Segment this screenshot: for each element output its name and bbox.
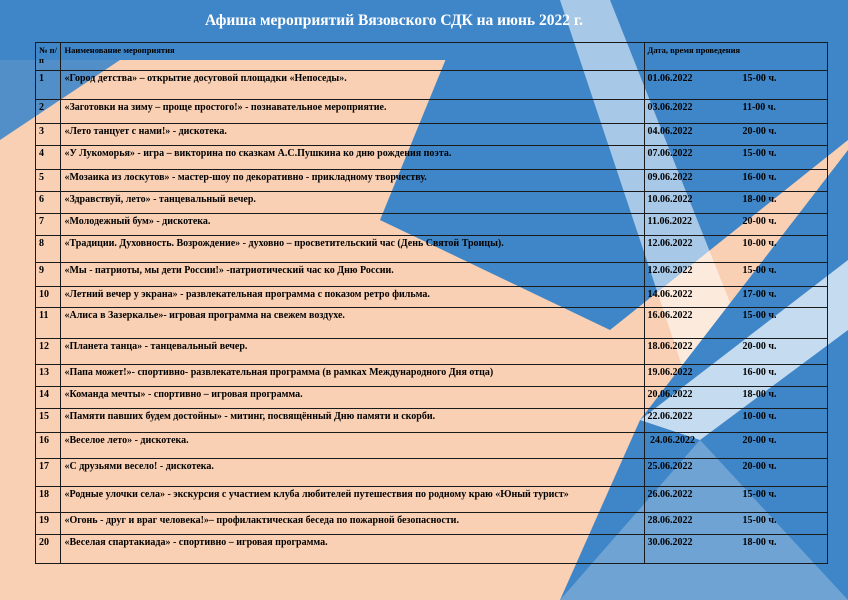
event-name: «Команда мечты» - спортивно – игровая программа. <box>61 387 644 409</box>
event-datetime <box>644 409 828 433</box>
event-name: «У Лукоморья» - игра – викторина по сказкам А.С.Пушкина ко дню рождения поэта. <box>61 146 644 170</box>
header-name: Наименование мероприятия <box>61 43 644 71</box>
event-name: «Традиции. Духовность. Возрождение» - духовно – просветительский час (День Святой Троицы). <box>61 236 644 263</box>
event-time: 18-00 ч. <box>742 389 777 400</box>
event-time: 20-00 ч. <box>742 126 777 137</box>
event-date: 25.06.2022 <box>647 461 693 472</box>
row-number: 8 <box>36 236 61 263</box>
row-number: 1 <box>36 71 61 100</box>
event-datetime <box>644 487 828 513</box>
event-date: 28.06.2022 <box>647 515 693 526</box>
event-name: «Город детства» – открытие досуговой площадки «Непоседы». <box>61 71 644 100</box>
schedule-table <box>35 42 828 564</box>
event-date: 12.06.2022 <box>647 238 693 249</box>
event-date: 09.06.2022 <box>647 172 693 183</box>
event-datetime <box>644 459 828 487</box>
event-time: 15-00 ч. <box>742 310 777 321</box>
table-row <box>36 263 828 287</box>
event-datetime <box>644 71 828 100</box>
table-row <box>36 214 828 236</box>
event-datetime <box>644 287 828 308</box>
table-row <box>36 459 828 487</box>
row-number: 7 <box>36 214 61 236</box>
event-name: «Папа может!»- спортивно- развлекательная программа (в рамках Международного Дня отца) <box>61 365 644 387</box>
row-number: 3 <box>36 124 61 146</box>
event-time: 15-00 ч. <box>742 265 777 276</box>
row-number: 2 <box>36 100 61 124</box>
table-row <box>36 487 828 513</box>
event-name: «Алиса в Зазеркалье»- игровая программа на свежем воздухе. <box>61 308 644 339</box>
event-date: 26.06.2022 <box>647 489 693 500</box>
event-time: 11-00 ч. <box>742 102 776 113</box>
table-row <box>36 535 828 564</box>
event-date: 04.06.2022 <box>647 126 693 137</box>
row-number: 18 <box>36 487 61 513</box>
event-datetime <box>644 263 828 287</box>
row-number: 9 <box>36 263 61 287</box>
page-title: Афиша мероприятий Вязовского СДК на июнь 2022 г. <box>205 12 583 29</box>
event-time: 16-00 ч. <box>742 172 777 183</box>
row-number: 10 <box>36 287 61 308</box>
event-name: «Родные улочки села» - экскурсия с участием клуба любителей путешествия по родному краю «Юный турист» <box>61 487 644 513</box>
event-date: 19.06.2022 <box>647 367 693 378</box>
event-date: 03.06.2022 <box>647 102 693 113</box>
row-number: 17 <box>36 459 61 487</box>
event-datetime <box>644 236 828 263</box>
event-datetime <box>644 214 828 236</box>
table-row <box>36 100 828 124</box>
table-row <box>36 339 828 365</box>
row-number: 5 <box>36 170 61 192</box>
event-time: 15-00 ч. <box>742 489 777 500</box>
row-number: 20 <box>36 535 61 564</box>
event-time: 17-00 ч. <box>742 289 777 300</box>
table-row <box>36 124 828 146</box>
event-time: 20-00 ч. <box>742 216 777 227</box>
event-datetime <box>644 433 828 459</box>
event-time: 15-00 ч. <box>742 73 777 84</box>
event-time: 20-00 ч. <box>742 461 777 472</box>
event-datetime <box>644 146 828 170</box>
event-datetime <box>644 339 828 365</box>
event-name: «Летний вечер у экрана» - развлекательная программа с показом ретро фильма. <box>61 287 644 308</box>
event-name: «Веселая спартакиада» - спортивно – игровая программа. <box>61 535 644 564</box>
event-name: «Мозаика из лоскутов» - мастер-шоу по декоративно - прикладному творчеству. <box>61 170 644 192</box>
event-datetime <box>644 513 828 535</box>
event-name: «Планета танца» - танцевальный вечер. <box>61 339 644 365</box>
row-number: 15 <box>36 409 61 433</box>
event-name: «Мы - патриоты, мы дети России!» -патриотический час ко Дню России. <box>61 263 644 287</box>
event-date: 22.06.2022 <box>647 411 693 422</box>
event-name: «Лето танцует с нами!» - дискотека. <box>61 124 644 146</box>
event-date: 12.06.2022 <box>647 265 693 276</box>
header-num: № п/п <box>36 43 61 71</box>
event-date: 11.06.2022 <box>647 216 692 227</box>
event-time: 16-00 ч. <box>742 367 777 378</box>
event-time: 18-00 ч. <box>742 537 777 548</box>
event-name: «Молодежный бум» - дискотека. <box>61 214 644 236</box>
event-name: «Здравствуй, лето» - танцевальный вечер. <box>61 192 644 214</box>
event-time: 20-00 ч. <box>742 341 777 352</box>
event-name: «Памяти павших будем достойны» - митинг, посвящённый Дню памяти и скорби. <box>61 409 644 433</box>
event-name: «Веселое лето» - дискотека. <box>61 433 644 459</box>
event-date: 20.06.2022 <box>647 389 693 400</box>
table-row <box>36 236 828 263</box>
table-row <box>36 287 828 308</box>
row-number: 4 <box>36 146 61 170</box>
event-date: 10.06.2022 <box>647 194 693 205</box>
row-number: 11 <box>36 308 61 339</box>
row-number: 13 <box>36 365 61 387</box>
row-number: 14 <box>36 387 61 409</box>
table-row <box>36 365 828 387</box>
row-number: 12 <box>36 339 61 365</box>
table-row <box>36 146 828 170</box>
table-row <box>36 409 828 433</box>
event-name: «Огонь - друг и враг человека!»– профилактическая беседа по пожарной безопасности. <box>61 513 644 535</box>
event-date: 16.06.2022 <box>647 310 693 321</box>
table-row <box>36 433 828 459</box>
event-date: 24.06.2022 <box>647 435 695 446</box>
table-row <box>36 192 828 214</box>
row-number: 16 <box>36 433 61 459</box>
event-time: 10-00 ч. <box>742 411 777 422</box>
event-datetime <box>644 365 828 387</box>
table-row <box>36 308 828 339</box>
event-datetime <box>644 308 828 339</box>
event-datetime <box>644 100 828 124</box>
event-time: 18-00 ч. <box>742 194 777 205</box>
event-date: 30.06.2022 <box>647 537 693 548</box>
event-time: 20-00 ч. <box>742 435 777 446</box>
event-time: 15-00 ч. <box>742 148 777 159</box>
event-name: «С друзьями весело! - дискотека. <box>61 459 644 487</box>
table-row <box>36 513 828 535</box>
event-date: 14.06.2022 <box>647 289 693 300</box>
event-datetime <box>644 192 828 214</box>
event-date: 07.06.2022 <box>647 148 693 159</box>
event-datetime <box>644 124 828 146</box>
event-date: 18.06.2022 <box>647 341 693 352</box>
event-datetime <box>644 170 828 192</box>
table-row <box>36 71 828 100</box>
table-row <box>36 387 828 409</box>
row-number: 6 <box>36 192 61 214</box>
header-date: Дата, время проведения <box>644 43 828 71</box>
table-row <box>36 170 828 192</box>
event-datetime <box>644 387 828 409</box>
event-name: «Заготовки на зиму – проще простого!» - познавательное мероприятие. <box>61 100 644 124</box>
event-date: 01.06.2022 <box>647 73 693 84</box>
row-number: 19 <box>36 513 61 535</box>
event-time: 15-00 ч. <box>742 515 777 526</box>
event-time: 10-00 ч. <box>742 238 777 249</box>
event-datetime <box>644 535 828 564</box>
